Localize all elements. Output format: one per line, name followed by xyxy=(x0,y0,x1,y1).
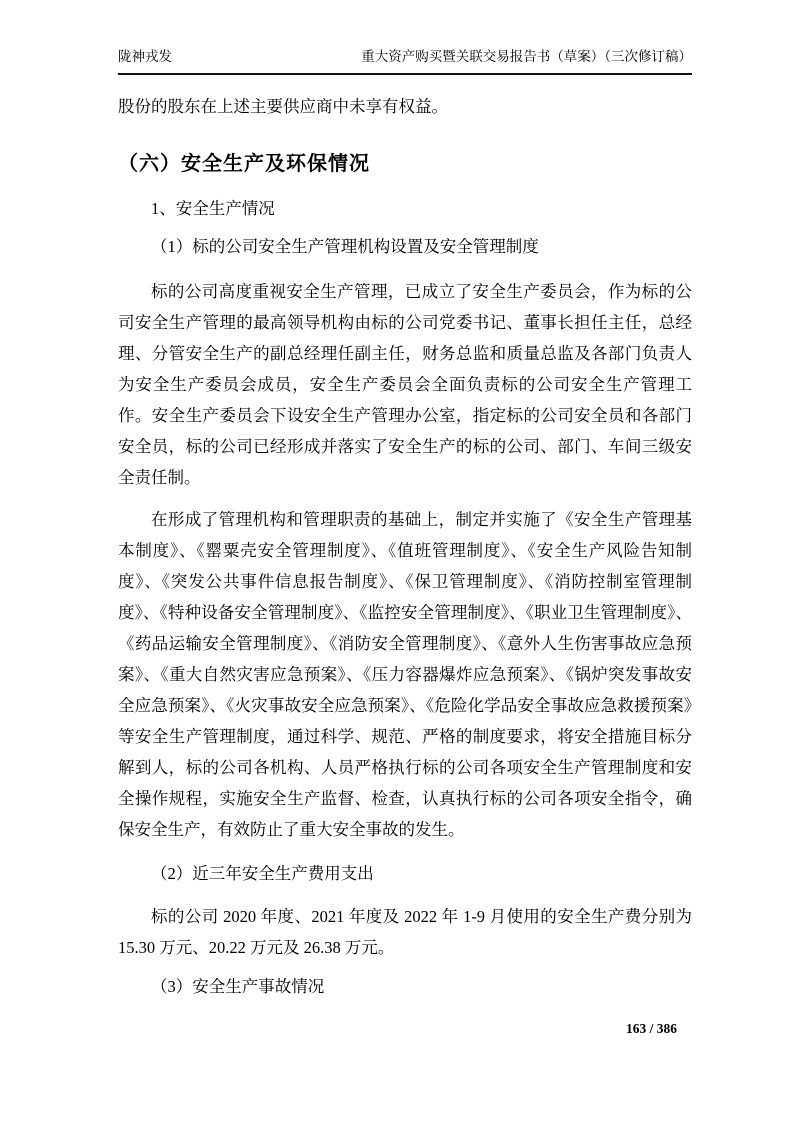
header-report-title: 重大资产购买暨关联交易报告书（草案）（三次修订稿） xyxy=(361,49,692,64)
subheading-safety-production: 1、安全生产情况 xyxy=(151,199,275,218)
header-company-name: 陇神戎发 xyxy=(118,49,172,64)
intro-paragraph: 股份的股东在上述主要供应商中未享有权益。 xyxy=(118,97,448,116)
page-number: 163 / 386 xyxy=(625,1021,677,1036)
item-heading-safety-expenses: （2）近三年安全生产费用支出 xyxy=(151,864,374,883)
item-heading-management-structure: （1）标的公司安全生产管理机构设置及安全管理制度 xyxy=(151,237,539,256)
item-heading-safety-accidents: （3）安全生产事故情况 xyxy=(151,977,325,996)
paragraph-safety-systems: 在形成了管理机构和管理职责的基础上，制定并实施了《安全生产管理基本制度》、《罂粟壳安全管理制度》、《值班管理制度》、《安全生产风险告知制度》、《突发公共事件信息报告制度》、《保卫管理制度》、《消防控制室管理制度》、《特种设备安全管理制度》、《监控安全管理制度》、《职业卫生管理制度》、《药品运输安全管理制度》、《消防安全管理制度》、《意外人生伤害事故应急预案》、《重大自然灾害应急预案》、《压力容器爆炸应急预案》、《锅炉突发事故安全应急预案》、《火灾事故安全应急预案》、《危险化学品安全事故应急救援预案》等安全生产管理制度，通过科学、规范、严格的制度要求，将安全措施目标分解到人，标的公司各机构、人员严格执行标的公司各项安全生产管理制度和安全操作规程，实施安全生产监督、检查，认真执行标的公司各项安全指令，确保安全生产，有效防止了重大安全事故的发生。 xyxy=(118,510,692,839)
paragraph-safety-expenses: 标的公司 2020 年度、2021 年度及 2022 年 1-9 月使用的安全生产费分别为 15.30 万元、20.22 万元及 26.38 万元。 xyxy=(118,907,692,957)
section-heading-safety-environment: （六）安全生产及环保情况 xyxy=(118,153,370,175)
page-header xyxy=(118,48,692,75)
paragraph-safety-committee: 标的公司高度重视安全生产管理，已成立了安全生产委员会，作为标的公司安全生产管理的最高领导机构由标的公司党委书记、董事长担任主任，总经理、分管安全生产的副总经理任副主任，财务总监和质量总监及各部门负责人为安全生产委员会成员，安全生产委员会全面负责标的公司安全生产管理工作。安全生产委员会下设安全生产管理办公室，指定标的公司安全员和各部门安全员，标的公司已经形成并落实了安全生产的标的公司、部门、车间三级安全责任制。 xyxy=(118,282,692,487)
